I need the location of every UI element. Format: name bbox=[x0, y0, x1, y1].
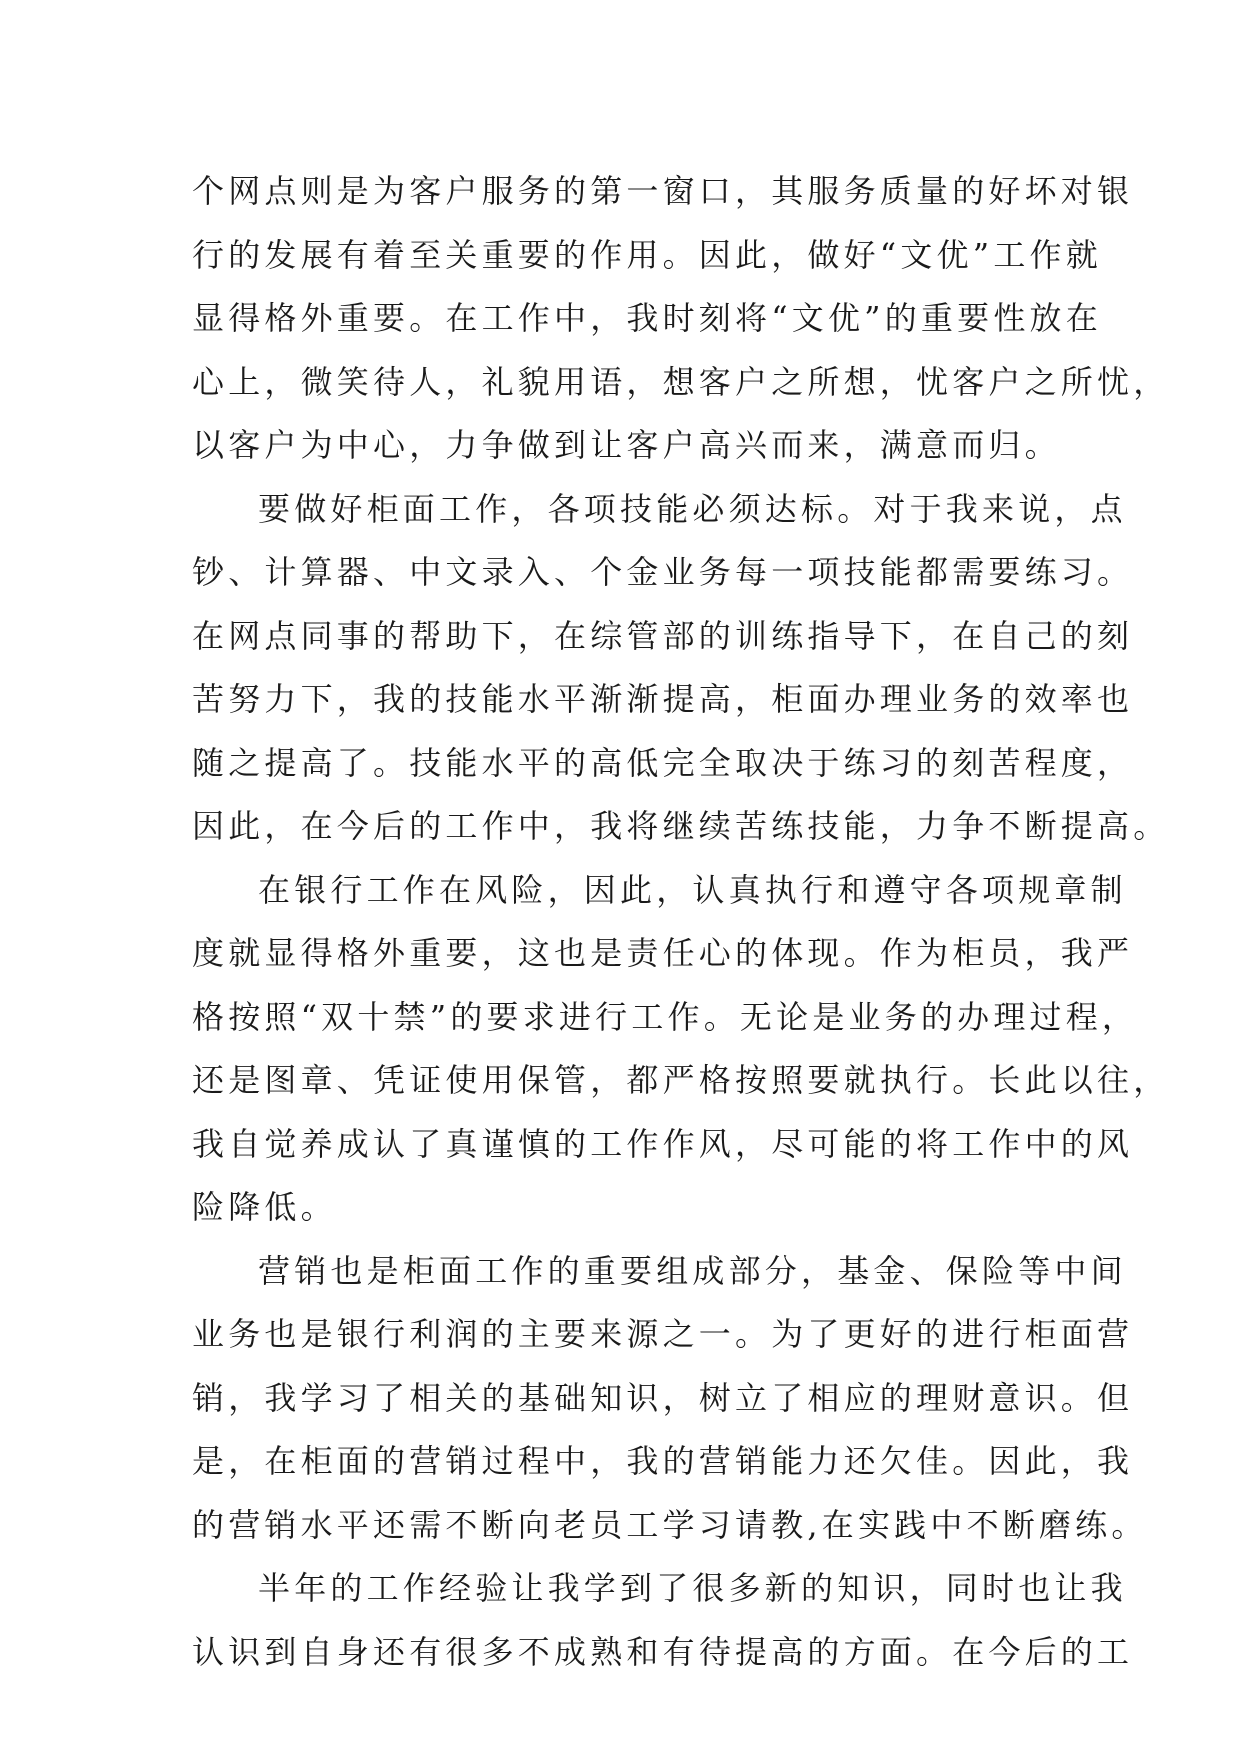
text-line: 度就显得格外重要，这也是责任心的体现。作为柜员，我严 bbox=[192, 934, 1134, 972]
text-line: 认识到自身还有很多不成熟和有待提高的方面。在今后的工 bbox=[192, 1632, 1134, 1671]
text-line: 业务也是银行利润的主要来源之一。为了更好的进行柜面营 bbox=[192, 1315, 1134, 1353]
text-line: 以客户为中心，力争做到让客户高兴而来，满意而归。 bbox=[192, 426, 1061, 464]
text-line: 是，在柜面的营销过程中，我的营销能力还欠佳。因此，我 bbox=[192, 1442, 1134, 1480]
paragraph-first-line: 营销也是柜面工作的重要组成部分，基金、保险等中间 bbox=[258, 1251, 1127, 1290]
text-line: 的营销水平还需不断向老员工学习请教,在实践中不断磨练。 bbox=[192, 1505, 1148, 1544]
text-line: 还是图章、凭证使用保管，都严格按照要就执行。长此以往， bbox=[192, 1061, 1170, 1099]
text-line: 险降低。 bbox=[192, 1188, 337, 1226]
text-line: 随之提高了。技能水平的高低完全取决于练习的刻苦程度， bbox=[192, 743, 1134, 782]
paragraph-first-line: 要做好柜面工作，各项技能必须达标。对于我来说，点 bbox=[258, 489, 1127, 528]
text-line: 行的发展有着至关重要的作用。因此，做好“文优”工作就 bbox=[192, 235, 1102, 274]
text-line: 钞、计算器、中文录入、个金业务每一项技能都需要练习。 bbox=[192, 553, 1134, 591]
text-line: 我自觉养成认了真谨慎的工作作风，尽可能的将工作中的风 bbox=[192, 1124, 1134, 1163]
text-line: 显得格外重要。在工作中，我时刻将“文优”的重要性放在 bbox=[192, 299, 1102, 337]
text-line: 在网点同事的帮助下，在综管部的训练指导下，在自己的刻 bbox=[192, 616, 1134, 655]
paragraph-first-line: 半年的工作经验让我学到了很多新的知识，同时也让我 bbox=[258, 1569, 1127, 1607]
paragraph-first-line: 在银行工作在风险，因此，认真执行和遵守各项规章制 bbox=[258, 870, 1127, 909]
text-line: 苦努力下，我的技能水平渐渐提高，柜面办理业务的效率也 bbox=[192, 680, 1134, 718]
document-body bbox=[192, 160, 1170, 1684]
text-line: 心上，微笑待人，礼貌用语，想客户之所想，忧客户之所忧， bbox=[192, 362, 1170, 401]
text-line: 个网点则是为客户服务的第一窗口，其服务质量的好坏对银 bbox=[192, 172, 1134, 210]
text-line: 因此，在今后的工作中，我将继续苦练技能，力争不断提高。 bbox=[192, 807, 1170, 845]
text-line: 销，我学习了相关的基础知识，树立了相应的理财意识。但 bbox=[192, 1378, 1134, 1417]
text-line: 格按照“双十禁”的要求进行工作。无论是业务的办理过程， bbox=[192, 997, 1139, 1036]
